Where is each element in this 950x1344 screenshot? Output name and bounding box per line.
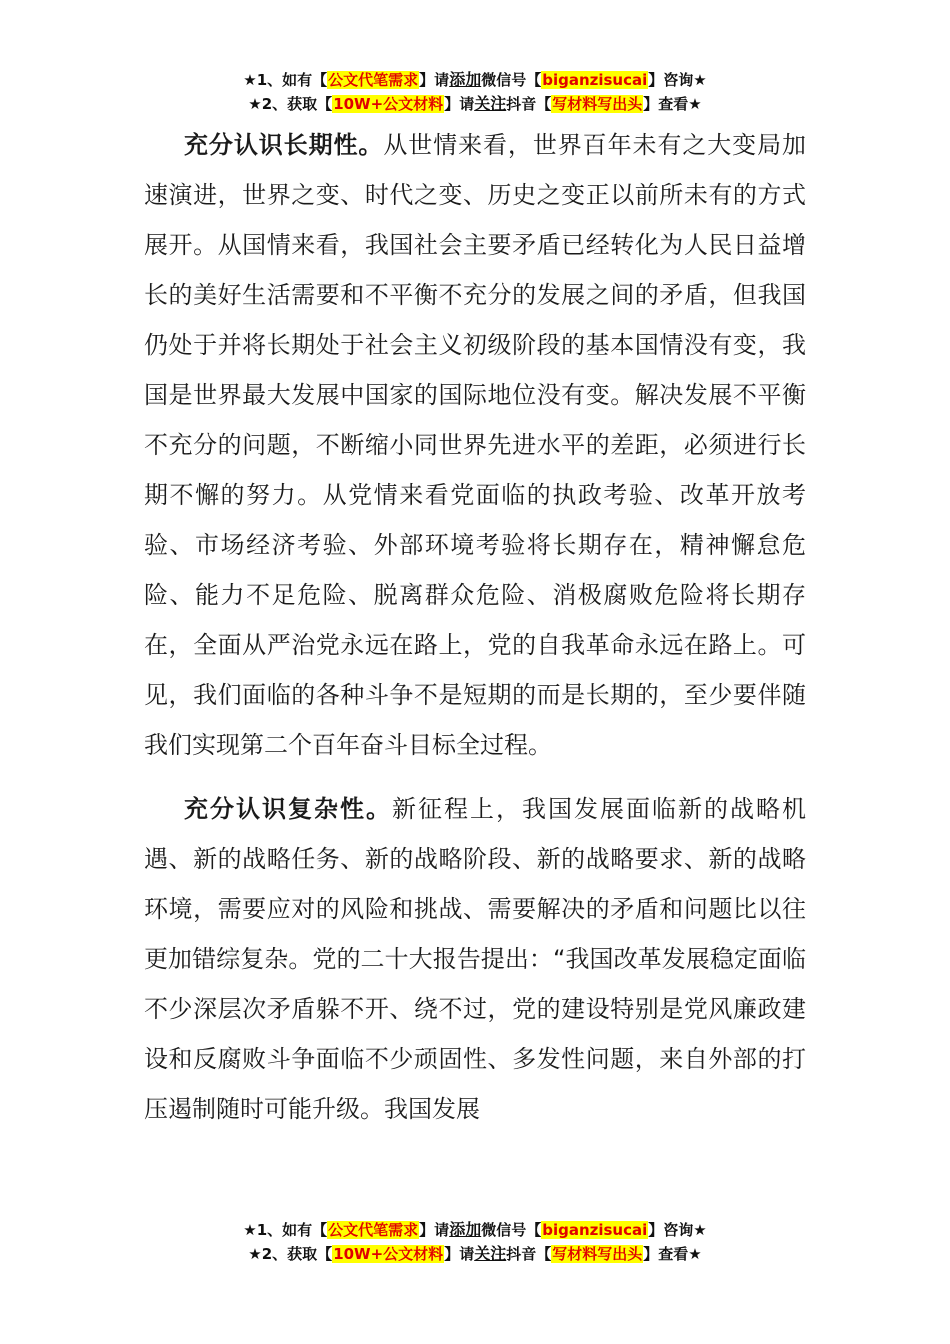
promo-line-1-prefix: ★1、如有【 [243,71,328,89]
promo-highlight-service: 公文代笔需求 [328,1221,419,1239]
paragraph-complexity [144,784,806,1134]
promo-highlight-service: 公文代笔需求 [328,71,419,89]
paragraph-text: 从世情来看，世界百年未有之大变局加速演进，世界之变、时代之变、历史之变正以前所未有的方式展开。从国情来看，我国社会主要矛盾已经转化为人民日益增长的美好生活需要和不平衡不充分的发展之间的矛盾，但我国仍处于并将长期处于社会主义初级阶段的基本国情没有变，我国是世界最大发展中国家的国际地位没有变。解决发展不平衡不充分的问题，不断缩小同世界先进水平的差距，必须进行长期不懈的努力。从党情来看党面临的执政考验、改革开放考验、市场经济考验、外部环境考验将长期存在，精神懈怠危险、能力不足危险、脱离群众危险、消极腐败危险将长期存在，全面从严治党永远在路上，党的自我革命永远在路上。可见，我们面临的各种斗争不是短期的而是长期的，至少要伴随我们实现第二个百年奋斗目标全过程。 [144,131,807,759]
promo-highlight-wechat-id: biganzisucai [542,71,648,89]
paragraph-lead-heading: 充分认识长期性。 [184,131,384,159]
promo-line-1 [0,68,950,92]
promo-line-2-suffix: 】查看★ [643,95,702,113]
promo-line-2-prefix: ★2、获取【 [248,1245,333,1263]
promo-emphasis-follow: 关注 [474,94,507,113]
promo-line-2-mid: 】请 [444,95,475,113]
promo-line-2 [0,1242,950,1266]
promo-footer [0,1218,950,1266]
document-body [144,120,806,1134]
promo-emphasis-add: 添加 [449,70,482,89]
promo-highlight-douyin-id: 写材料写出头 [552,95,643,113]
promo-line-1-mid2: 微信号【 [481,1221,542,1239]
promo-line-1-suffix: 】咨询★ [648,71,707,89]
promo-emphasis-follow: 关注 [474,1244,507,1263]
promo-line-1-prefix: ★1、如有【 [243,1221,328,1239]
promo-header [0,68,950,116]
promo-line-1-mid: 】请 [419,71,450,89]
paragraph-lead-heading: 充分认识复杂性。 [184,795,392,823]
promo-line-2-mid2: 抖音【 [506,95,552,113]
promo-emphasis-add: 添加 [449,1220,482,1239]
promo-line-1-suffix: 】咨询★ [648,1221,707,1239]
promo-line-2-mid: 】请 [444,1245,475,1263]
promo-highlight-wechat-id: biganzisucai [542,1221,648,1239]
promo-line-1-mid: 】请 [419,1221,450,1239]
promo-line-2-prefix: ★2、获取【 [248,95,333,113]
paragraph-text: 新征程上，我国发展面临新的战略机遇、新的战略任务、新的战略阶段、新的战略要求、新的战略环境，需要应对的风险和挑战、需要解决的矛盾和问题比以往更加错综复杂。党的二十大报告提出：“我国改革发展稳定面临不少深层次矛盾躲不开、绕不过，党的建设特别是党风廉政建设和反腐败斗争面临不少顽固性、多发性问题，来自外部的打压遏制随时可能升级。我国发展 [144,795,806,1123]
promo-line-1-mid2: 微信号【 [481,71,542,89]
promo-line-2 [0,92,950,116]
promo-line-2-mid2: 抖音【 [506,1245,552,1263]
paragraph-long-term [144,120,806,770]
promo-highlight-materials: 10W+公文材料 [333,1245,444,1263]
promo-line-1 [0,1218,950,1242]
promo-line-2-suffix: 】查看★ [643,1245,702,1263]
promo-highlight-douyin-id: 写材料写出头 [552,1245,643,1263]
promo-highlight-materials: 10W+公文材料 [333,95,444,113]
